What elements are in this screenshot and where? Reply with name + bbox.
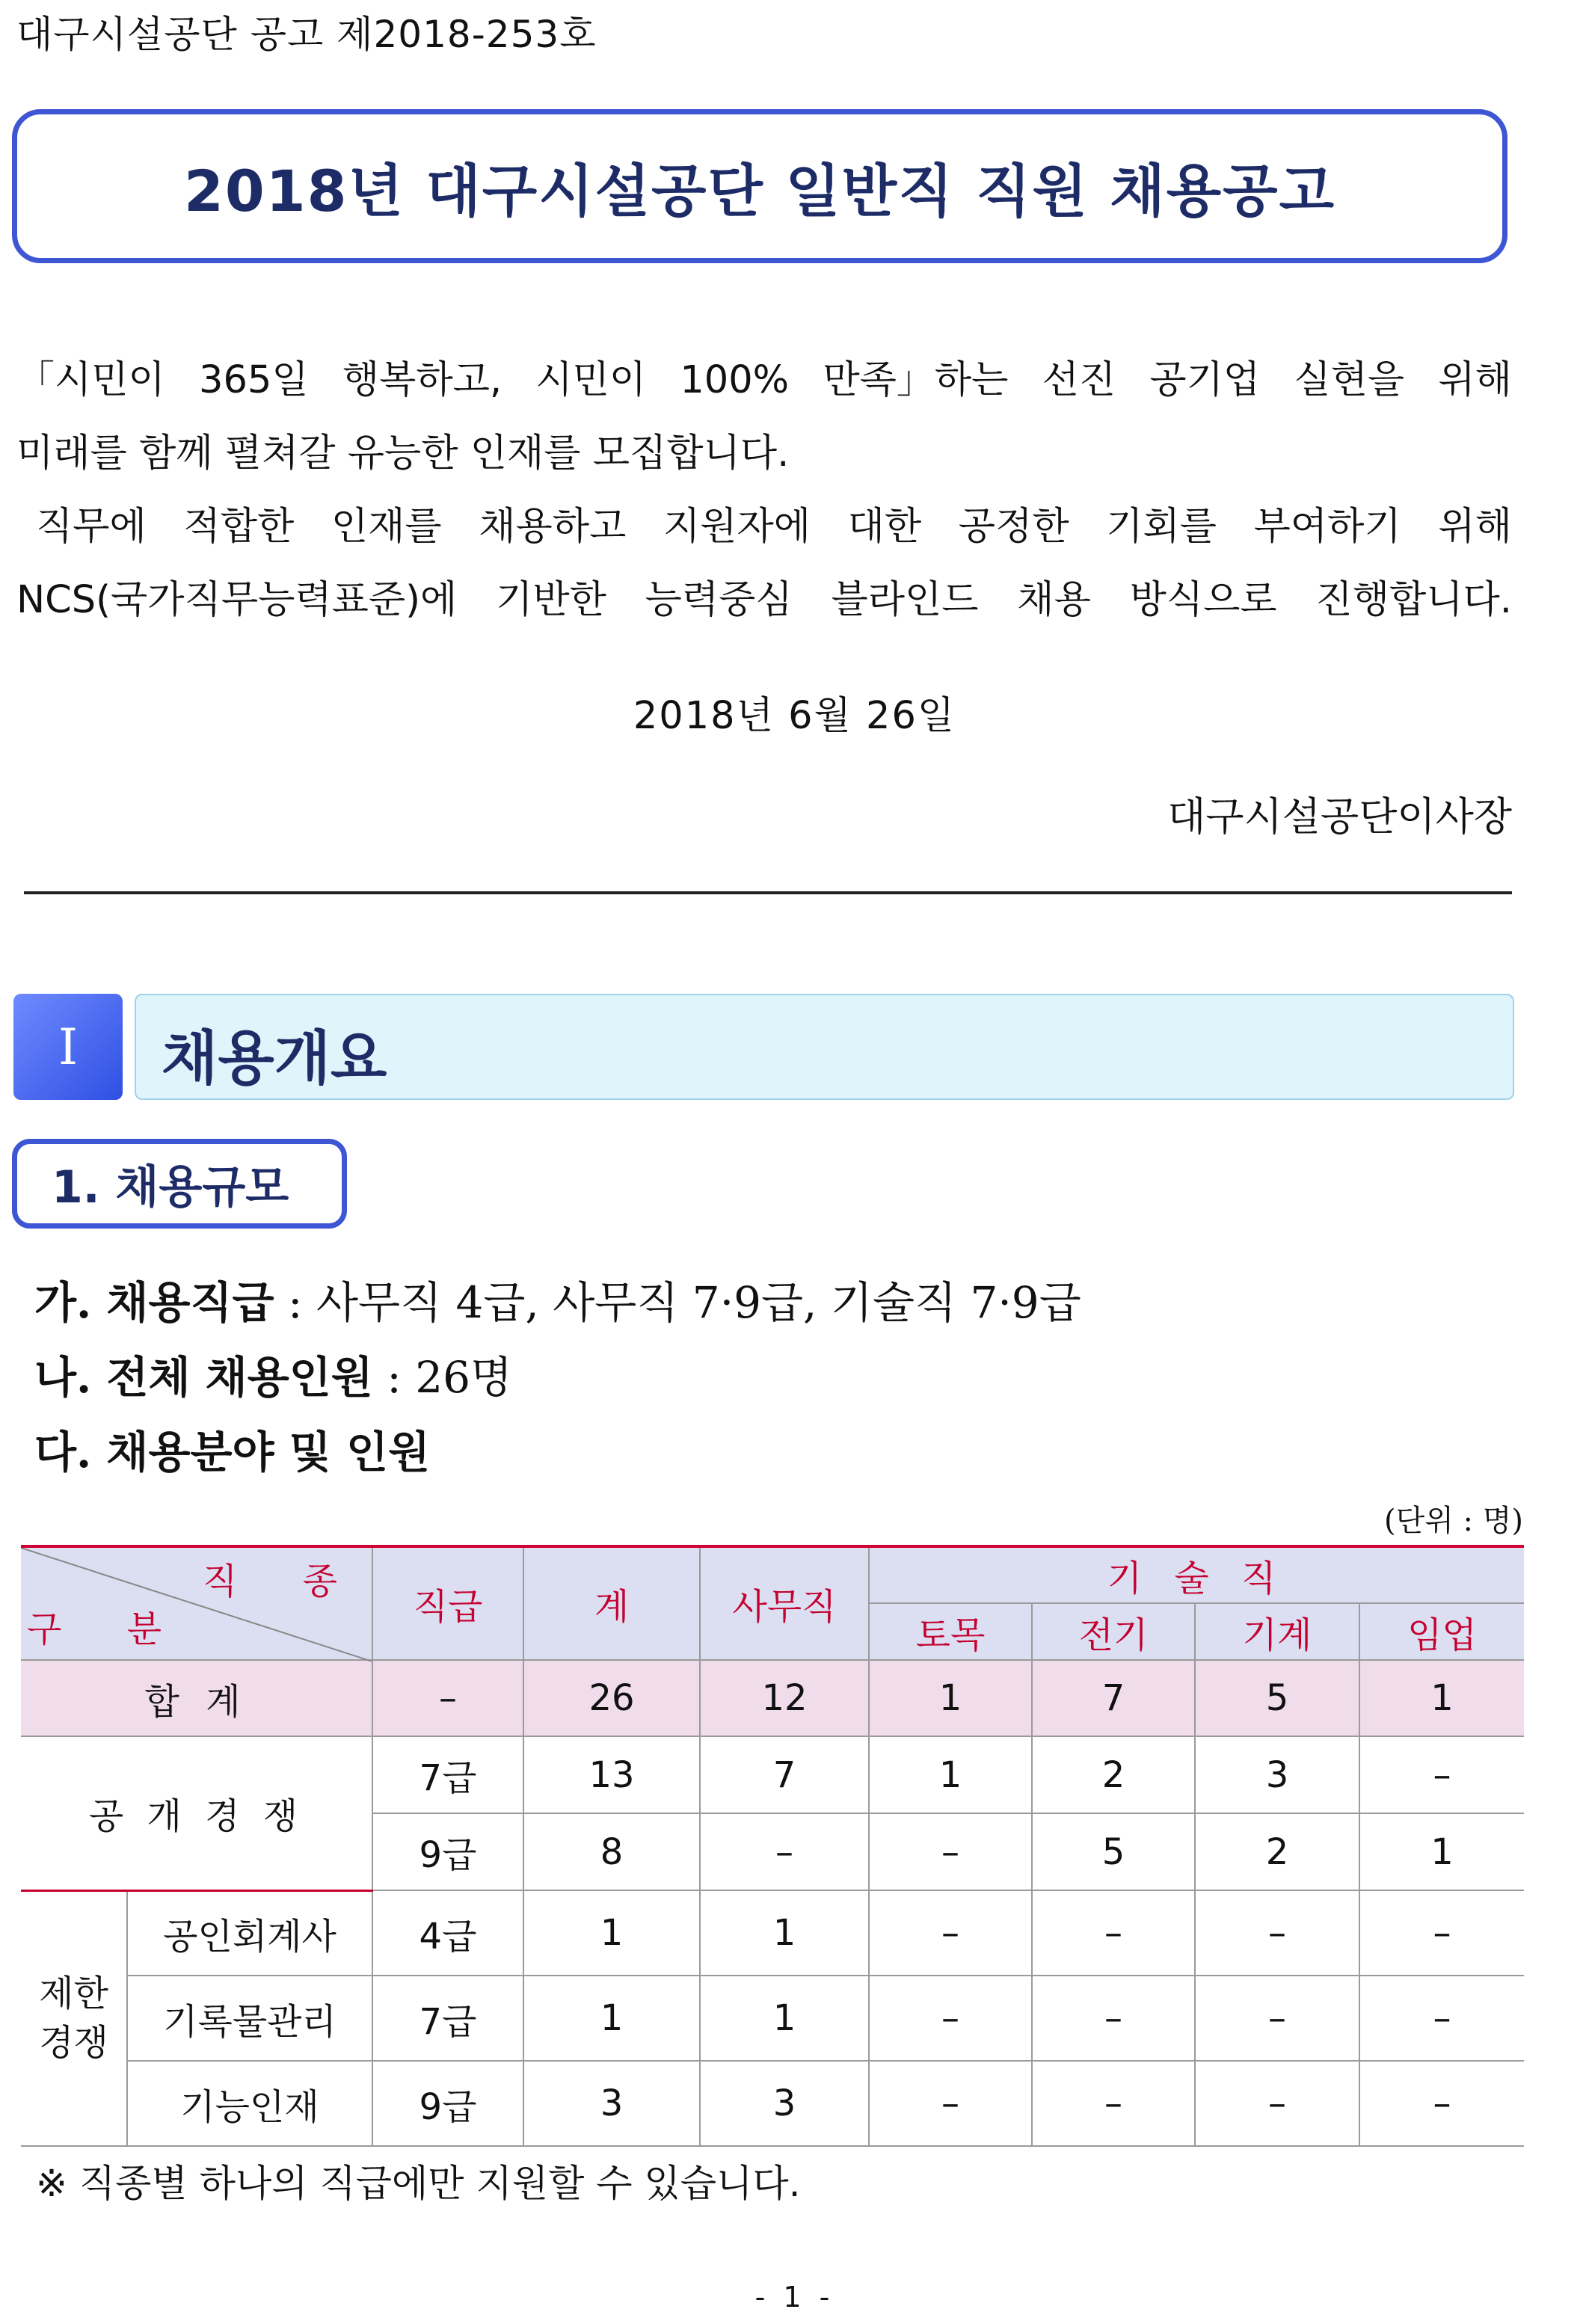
table-cell: –	[1032, 1890, 1195, 1976]
table-cell: 9급	[372, 2061, 523, 2146]
header-job-type: 직 종	[203, 1561, 364, 1602]
notice-date: 2018년 6월 26일	[633, 694, 956, 738]
open-competition-label: 공 개 경 쟁	[21, 1736, 372, 1890]
intro-word: 적합한	[183, 505, 295, 549]
table-cell: 5	[1032, 1813, 1195, 1890]
intro-line-3	[16, 491, 1512, 564]
table-cell: 4급	[372, 1890, 523, 1976]
item-total	[34, 1342, 512, 1405]
intro-word: 방식으로	[1129, 578, 1277, 622]
table-cell: –	[1359, 1890, 1524, 1976]
item-label: 나. 전체 채용인원	[34, 1352, 373, 1403]
signer: 대구시설공단이사장	[1167, 794, 1512, 840]
subsection-title: 1. 채용규모	[52, 1161, 289, 1214]
item-value: : 26명	[372, 1352, 513, 1403]
table-cell: 공인회계사	[127, 1890, 372, 1976]
header-total: 계	[523, 1546, 700, 1660]
table-header-row	[21, 1546, 1524, 1603]
table-cell: 3	[523, 2061, 700, 2146]
table-cell: –	[1195, 1976, 1359, 2061]
intro-word: NCS(국가직무능력표준)에	[16, 578, 458, 622]
header-office: 사무직	[700, 1546, 869, 1660]
table-row	[21, 1736, 1524, 1813]
table-cell: –	[1359, 1976, 1524, 2061]
table-cell: –	[1032, 2061, 1195, 2146]
table-cell: 5	[1195, 1660, 1359, 1736]
sum-label: 합 계	[21, 1660, 372, 1736]
table-cell: –	[1195, 2061, 1359, 2146]
limited-label-line: 경쟁	[39, 2022, 108, 2065]
table-cell: –	[372, 1660, 523, 1736]
intro-word: 진행합니다.	[1315, 578, 1512, 622]
intro-word: 능력중심	[645, 578, 793, 622]
intro-line-2: 미래를 함께 펼쳐갈 유능한 인재를 모집합니다.	[16, 431, 790, 476]
table-cell: –	[1032, 1976, 1195, 2061]
intro-word: 선진	[1042, 358, 1116, 402]
intro-word: 공기업	[1149, 358, 1261, 402]
intro-word: 채용	[1017, 578, 1091, 622]
item-grade	[34, 1267, 1081, 1330]
table-row	[21, 1976, 1524, 2061]
intro-word: 위해	[1438, 358, 1512, 402]
table-cell: –	[869, 1976, 1032, 2061]
table-row	[21, 2061, 1524, 2146]
table-cell: 7	[700, 1736, 869, 1813]
recruitment-table	[21, 1545, 1524, 2147]
subsection-box	[12, 1139, 347, 1229]
item-label: 가. 채용직급	[34, 1277, 274, 1328]
intro-word: 직무에	[36, 505, 147, 549]
table-cell: 3	[1195, 1736, 1359, 1813]
header-division: 구 분	[27, 1608, 188, 1650]
intro-word: 만족」하는	[823, 358, 1009, 402]
table-cell: 13	[523, 1736, 700, 1813]
intro-word: 「시민이	[16, 358, 165, 402]
page-title: 2018년 대구시설공단 일반직 직원 채용공고	[183, 157, 1336, 224]
intro-word: 시민이	[535, 358, 647, 402]
table-cell: 12	[700, 1660, 869, 1736]
table-cell: 7급	[372, 1736, 523, 1813]
unit-label: (단위 : 명)	[1383, 1504, 1523, 1538]
divider	[24, 891, 1512, 894]
table-cell: 2	[1032, 1736, 1195, 1813]
table-cell: 8	[523, 1813, 700, 1890]
table-cell: 1	[1359, 1813, 1524, 1890]
intro-line-1	[16, 344, 1512, 417]
section-title: 채용개요	[162, 1025, 387, 1092]
header-tech-electric: 전기	[1032, 1603, 1195, 1660]
intro-word: 인재를	[331, 505, 442, 549]
title-box	[12, 109, 1507, 263]
table-cell: –	[1359, 2061, 1524, 2146]
intro-word: 부여하기	[1253, 505, 1401, 549]
table-cell: –	[869, 1813, 1032, 1890]
section-number: I	[13, 994, 123, 1100]
table-cell: 1	[700, 1976, 869, 2061]
intro-word: 대한	[847, 505, 922, 549]
table-cell: –	[1359, 1736, 1524, 1813]
header-tech: 기 술 직	[869, 1546, 1524, 1603]
table-row-sum	[21, 1660, 1524, 1736]
header-tech-mechanical: 기계	[1195, 1603, 1359, 1660]
limited-competition-label	[21, 1890, 127, 2146]
intro-line-4	[16, 564, 1512, 637]
diagonal-header-cell	[21, 1546, 372, 1660]
intro-word: 행복하고,	[342, 358, 502, 402]
table-cell: 1	[523, 1976, 700, 2061]
intro-word: 기반한	[496, 578, 606, 622]
table-cell: –	[869, 2061, 1032, 2146]
table-cell: 7	[1032, 1660, 1195, 1736]
section-header	[135, 994, 1514, 1100]
header-tech-civil: 토목	[869, 1603, 1032, 1660]
table-cell: 3	[700, 2061, 869, 2146]
table-cell: 2	[1195, 1813, 1359, 1890]
page-number: - 1 -	[754, 2281, 835, 2314]
intro-paragraph	[16, 344, 1512, 637]
table-cell: 1	[700, 1890, 869, 1976]
item-fields	[34, 1417, 430, 1480]
table-cell: 기록물관리	[127, 1976, 372, 2061]
item-label: 다. 채용분야 및 인원	[34, 1427, 430, 1478]
table-cell: 7급	[372, 1976, 523, 2061]
intro-word: 지원자에	[663, 505, 811, 549]
table-cell: 기능인재	[127, 2061, 372, 2146]
intro-word: 실현을	[1294, 358, 1405, 402]
note: ※ 직종별 하나의 직급에만 지원할 수 있습니다.	[36, 2162, 801, 2205]
intro-word: 기회를	[1106, 505, 1217, 549]
table-row	[21, 1890, 1524, 1976]
intro-word: 365일	[199, 358, 309, 402]
intro-word: 블라인드	[831, 578, 979, 622]
table-cell: 1	[523, 1890, 700, 1976]
limited-label-line: 제한	[39, 1973, 108, 2015]
table-cell: 1	[869, 1736, 1032, 1813]
table-cell: 26	[523, 1660, 700, 1736]
table-cell: –	[1195, 1890, 1359, 1976]
table-cell: –	[869, 1890, 1032, 1976]
table-cell: 9급	[372, 1813, 523, 1890]
table-cell: 1	[1359, 1660, 1524, 1736]
intro-word: 100%	[680, 358, 790, 402]
intro-word: 채용하고	[479, 505, 627, 549]
intro-word: 위해	[1438, 505, 1512, 549]
table-cell: –	[700, 1813, 869, 1890]
intro-word: 공정한	[958, 505, 1069, 549]
header-tech-forestry: 임업	[1359, 1603, 1524, 1660]
notice-number: 대구시설공단 공고 제2018-253호	[16, 13, 597, 56]
table-cell: 1	[869, 1660, 1032, 1736]
item-value: : 사무직 4급, 사무직 7·9급, 기술직 7·9급	[274, 1277, 1081, 1328]
header-grade: 직급	[372, 1546, 523, 1660]
